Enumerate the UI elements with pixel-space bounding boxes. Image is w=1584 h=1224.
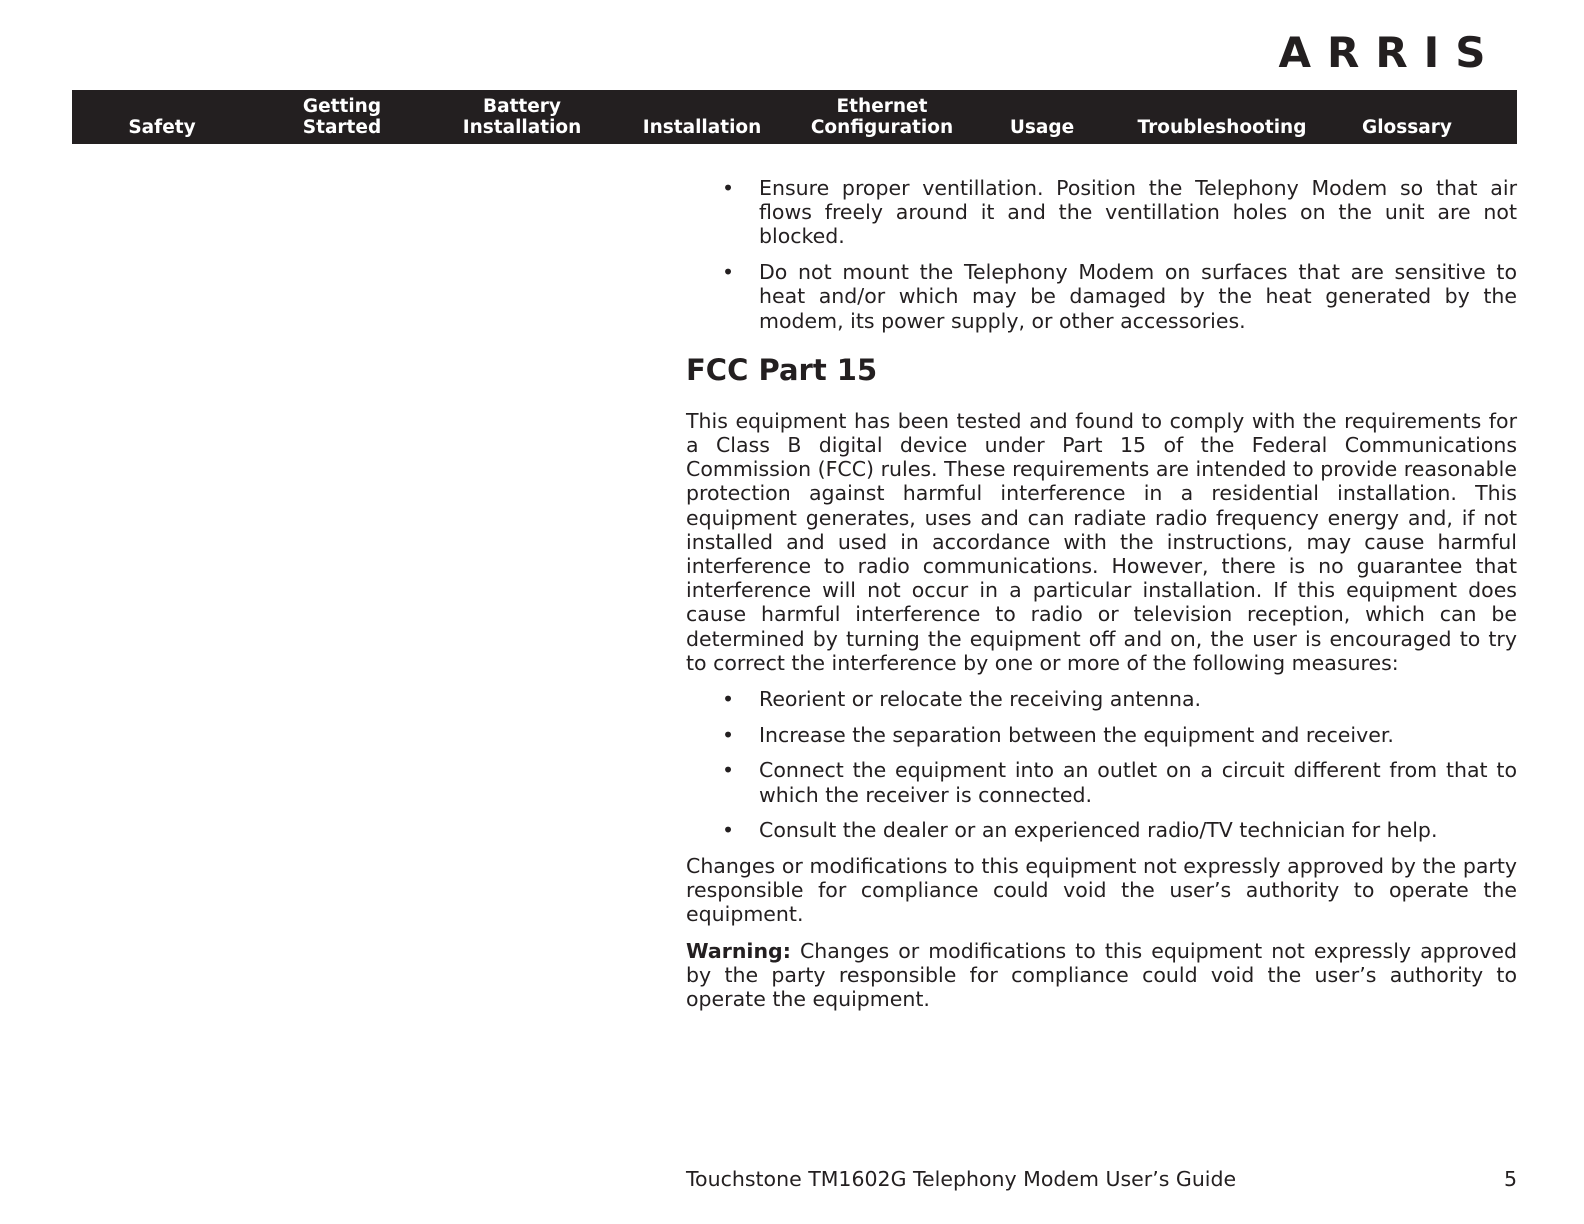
warning-paragraph [686, 939, 1517, 1012]
main-content [686, 176, 1517, 1023]
list-item-text: Consult the dealer or an experienced radio/TV technician for help. [759, 818, 1438, 843]
nav-tab-glossary[interactable] [1337, 90, 1477, 144]
list-item [686, 260, 1517, 333]
nav-tab-label-line1: Ethernet [836, 96, 928, 117]
page-number: 5 [1503, 1167, 1517, 1191]
nav-tab-label-line1: Battery [482, 96, 561, 117]
nav-tab-battery-installation[interactable] [442, 90, 602, 144]
nav-tab-usage[interactable] [987, 90, 1097, 144]
section-nav-bar [72, 90, 1517, 144]
list-item [686, 758, 1517, 806]
list-item [686, 687, 1517, 711]
nav-tab-label-line2: Installation [462, 117, 582, 138]
nav-tab-safety[interactable] [87, 90, 237, 144]
list-item [686, 818, 1517, 842]
nav-tab-troubleshooting[interactable] [1127, 90, 1317, 144]
modifications-paragraph: Changes or modifications to this equipment not expressly approved by the party responsible for compliance could void the user’s authority to operate the equipment. [686, 853, 1517, 927]
list-item-text: Increase the separation between the equipment and receiver. [759, 722, 1394, 747]
nav-tab-label-line2: Troubleshooting [1137, 117, 1307, 138]
list-item-text: Connect the equipment into an outlet on a circuit different from that to which the receiver is connected. [759, 758, 1517, 807]
list-item [686, 176, 1517, 249]
bullet-glyph: • [722, 686, 735, 711]
page-footer [686, 1167, 1517, 1191]
logo-text: ARRIS [1278, 30, 1502, 74]
nav-tab-label-line2: Safety [128, 117, 196, 138]
warning-text: Changes or modifications to this equipment not expressly approved by the party responsible for compliance could void the user’s authority to operate the equipment. [686, 938, 1517, 1011]
arris-logo [1262, 30, 1518, 74]
nav-tab-label-line1: Getting [302, 96, 382, 117]
bullet-glyph: • [722, 722, 735, 747]
list-item-text: Ensure proper ventillation. Position the Telephony Modem so that air flows freely around it and the ventillation holes on the unit are not blocked. [759, 176, 1517, 249]
list-item [686, 723, 1517, 747]
nav-tab-label-line2: Configuration [810, 117, 954, 138]
nav-tab-ethernet-configuration[interactable] [792, 90, 972, 144]
nav-tab-installation[interactable] [622, 90, 782, 144]
measures-bullet-list [686, 687, 1517, 843]
list-item-text: Reorient or relocate the receiving antenna. [759, 686, 1202, 711]
ventilation-bullet-list [686, 176, 1517, 333]
nav-tab-label-line2: Usage [1009, 117, 1075, 138]
list-item-text: Do not mount the Telephony Modem on surfaces that are sensitive to heat and/or which may be damaged by the heat generated by the modem, its power supply, or other accessories. [759, 260, 1517, 333]
section-heading: FCC Part 15 [686, 352, 878, 387]
fcc-paragraph: This equipment has been tested and found to comply with the requirements for a Class B digital device under Part 15 of the Federal Communications Commission (FCC) rules. These requirements are intended to provide reasonable protection against harmful interference in a residential installation. This equipment generates, uses and can radiate radio frequency energy and, if not installed and used in accordance with the instructions, may cause harmful interference to radio communications. However, there is no guarantee that interference will not occur in a particular installation. If this equipment does cause harmful interference to radio or television reception, which can be determined by turning the equipment off and on, the user is encouraged to try to correct the interference by one or more of the following measures: [686, 408, 1517, 675]
bullet-glyph: • [722, 818, 735, 843]
bullet-glyph: • [722, 176, 735, 200]
footer-title: Touchstone TM1602G Telephony Modem User’s Guide [686, 1167, 1237, 1191]
nav-tab-getting-started[interactable] [267, 90, 417, 144]
warning-label: Warning: [686, 938, 791, 963]
nav-tab-label-line2: Started [302, 117, 382, 138]
nav-tab-label-line2: Glossary [1362, 117, 1452, 138]
bullet-glyph: • [722, 758, 735, 783]
bullet-glyph: • [722, 260, 735, 285]
nav-tab-label-line2: Installation [642, 117, 762, 138]
